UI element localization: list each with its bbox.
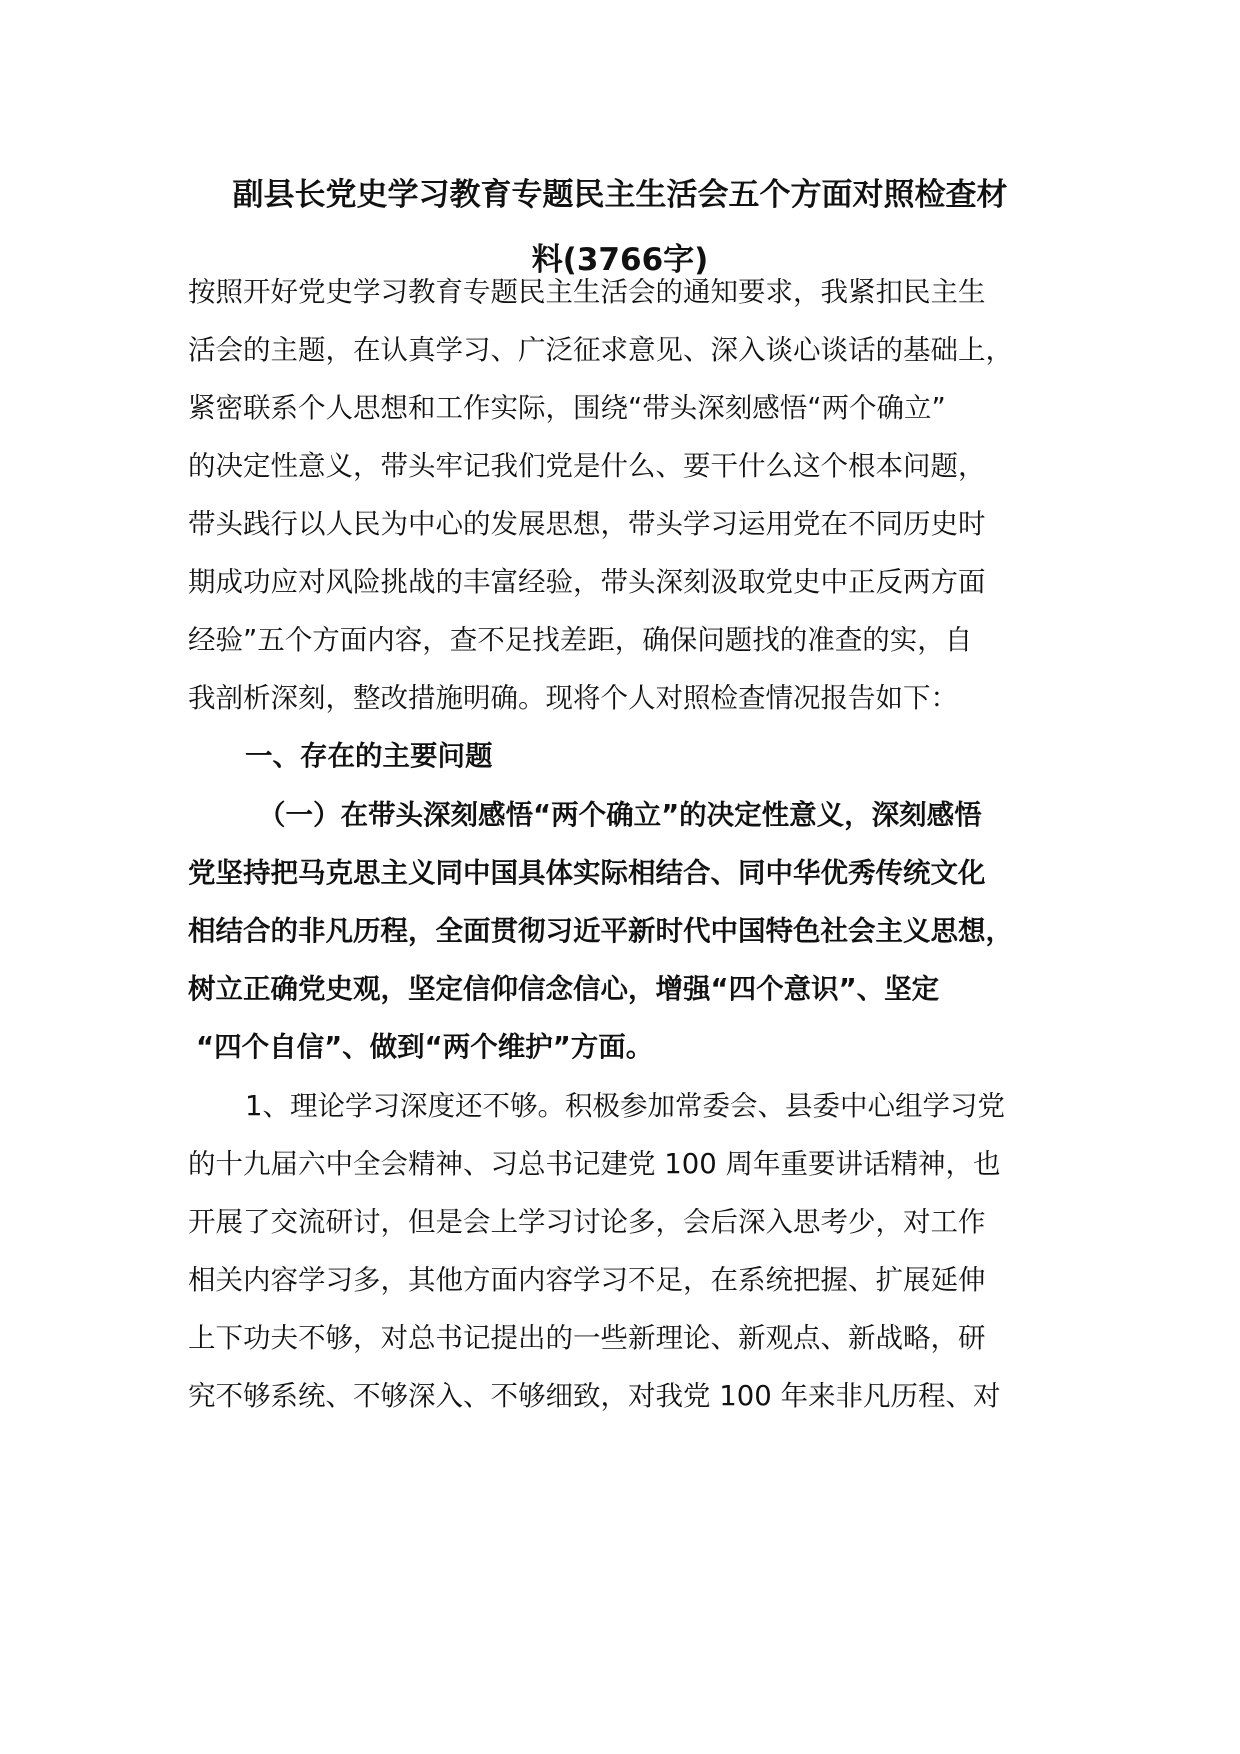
subsection-heading-line: 树立正确党史观，坚定信仰信念信心，增强“四个意识”、坚定 — [188, 973, 940, 1005]
item-1-line: 开展了交流研讨，但是会上学习讨论多，会后深入思考少，对工作 — [188, 1206, 986, 1238]
intro-line: 的决定性意义，带头牢记我们党是什么、要干什么这个根本问题， — [188, 450, 986, 482]
item-1-line: 究不够系统、不够深入、不够细致，对我党 100 年来非凡历程、对 — [188, 1380, 1001, 1412]
item-1-line: 的十九届六中全会精神、习总书记建党 100 周年重要讲话精神，也 — [188, 1148, 1001, 1180]
section-heading: 一、存在的主要问题 — [245, 740, 493, 772]
document-title-line-2: 料(3766字) — [531, 242, 709, 278]
subsection-heading-line: 党坚持把马克思主义同中国具体实际相结合、同中华优秀传统文化 — [188, 857, 986, 889]
intro-line: 期成功应对风险挑战的丰富经验，带头深刻汲取党史中正反两方面 — [188, 566, 986, 598]
intro-line: 经验”五个方面内容，查不足找差距，确保问题找的准查的实，自 — [188, 624, 973, 656]
subsection-heading-line: “四个自信”、做到“两个维护”方面。 — [196, 1031, 654, 1063]
item-1-line: 上下功夫不够，对总书记提出的一些新理论、新观点、新战略，研 — [188, 1322, 986, 1354]
subsection-heading-line: 相结合的非凡历程，全面贯彻习近平新时代中国特色社会主义思想， — [188, 915, 1013, 947]
intro-line: 按照开好党史学习教育专题民主生活会的通知要求，我紧扣民主生 — [188, 276, 986, 308]
document-title-line-1: 副县长党史学习教育专题民主生活会五个方面对照检查材 — [232, 177, 1008, 213]
intro-line: 带头践行以人民为中心的发展思想，带头学习运用党在不同历史时 — [188, 508, 986, 540]
item-1-line: 相关内容学习多，其他方面内容学习不足，在系统把握、扩展延伸 — [188, 1264, 986, 1296]
intro-line: 紧密联系个人思想和工作实际，围绕“带头深刻感悟“两个确立” — [188, 392, 946, 424]
intro-line: 活会的主题，在认真学习、广泛征求意见、深入谈心谈话的基础上， — [188, 334, 1013, 366]
subsection-heading-line: （一）在带头深刻感悟“两个确立”的决定性意义，深刻感悟 — [258, 799, 982, 831]
item-1-line: 1、理论学习深度还不够。积极参加常委会、县委中心组学习党 — [245, 1090, 1005, 1122]
intro-line: 我剖析深刻，整改措施明确。现将个人对照检查情况报告如下： — [188, 682, 958, 714]
